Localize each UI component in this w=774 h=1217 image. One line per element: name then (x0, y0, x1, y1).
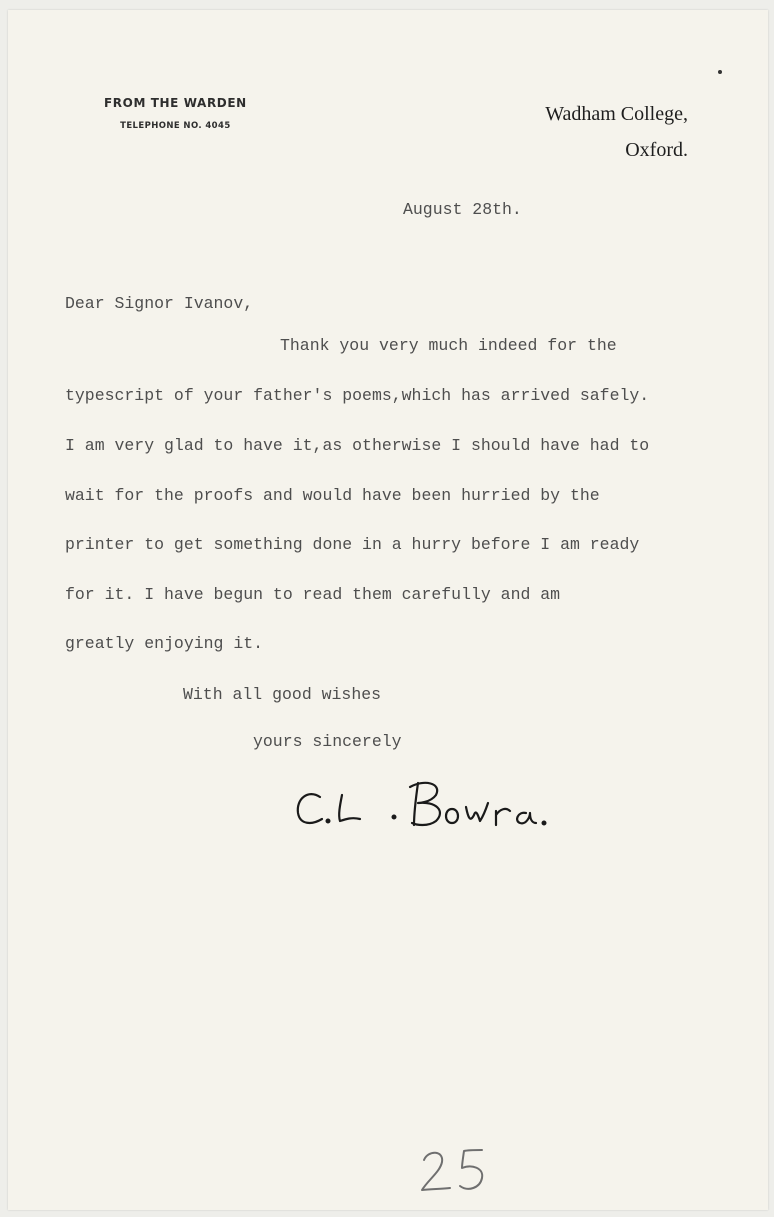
handwritten-signature (290, 775, 560, 845)
letterhead-from: FROM THE WARDEN (104, 96, 247, 110)
letter-page (8, 10, 768, 1210)
page-number (410, 1140, 500, 1200)
paper-speck (718, 70, 722, 74)
body-line: printer to get something done in a hurry before I am ready (65, 535, 640, 554)
body-line: typescript of your father's poems,which has arrived safely. (65, 386, 650, 405)
body-line: for it. I have begun to read them carefully and am (65, 585, 561, 604)
body-line: greatly enjoying it. (65, 634, 264, 653)
letter-date: August 28th. (403, 200, 522, 219)
letter-salutation: Dear Signor Ivanov, (65, 294, 254, 313)
letterhead-sender (104, 96, 247, 131)
body-line: I am very glad to have it,as otherwise I should have had to (65, 436, 650, 455)
letterhead-city: Oxford. (625, 139, 688, 161)
body-line: wait for the proofs and would have been hurried by the (65, 486, 600, 505)
letterhead-college: Wadham College, (545, 103, 688, 125)
letter-valediction: yours sincerely (253, 732, 402, 751)
letterhead-address (545, 96, 688, 168)
letter-closing: With all good wishes (183, 685, 382, 704)
body-line: Thank you very much indeed for the (280, 336, 617, 355)
letterhead-telephone: TELEPHONE NO. 4045 (120, 121, 231, 131)
